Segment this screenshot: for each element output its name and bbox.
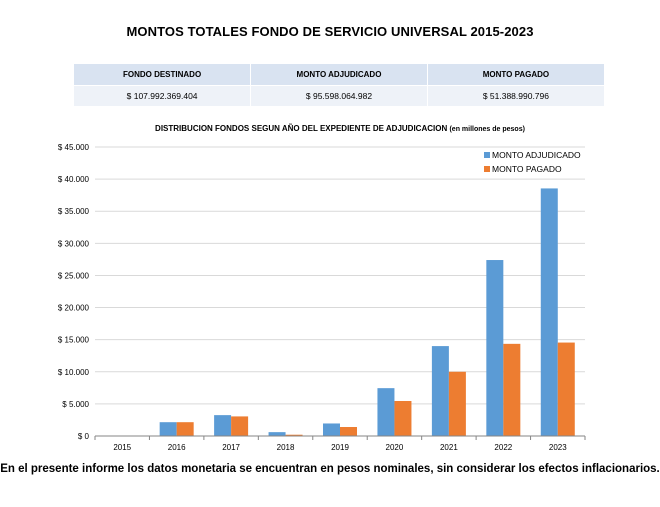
- y-tick-label: $ 35.000: [57, 207, 89, 217]
- x-tick-label: 2016: [167, 443, 186, 452]
- bar-monto-adjudicado: [541, 188, 558, 436]
- y-tick-label: $ 0: [77, 432, 89, 441]
- bar-monto-pagado: [394, 401, 411, 436]
- value-monto-pagado: $ 51.388.990.796: [427, 86, 604, 107]
- y-axis-ticks: [58, 143, 90, 441]
- y-tick-label: $ 20.000: [57, 303, 89, 313]
- x-tick-label: 2017: [222, 443, 241, 452]
- bar-monto-adjudicado: [377, 388, 394, 436]
- y-tick-label: $ 15.000: [57, 335, 89, 345]
- value-fondo-destinado: $ 107.992.369.404: [74, 86, 251, 107]
- bar-monto-pagado: [558, 343, 575, 436]
- bar-monto-pagado: [231, 416, 248, 436]
- legend-label: MONTO PAGADO: [492, 164, 562, 174]
- bar-monto-adjudicado: [323, 423, 340, 436]
- bar-monto-adjudicado: [486, 260, 503, 436]
- bar-monto-pagado: [340, 427, 357, 436]
- header-monto-pagado: MONTO PAGADO: [427, 64, 604, 86]
- x-tick-label: 2021: [439, 443, 458, 452]
- y-tick-label: $ 25.000: [57, 271, 89, 281]
- bar-monto-pagado: [503, 344, 520, 436]
- x-tick-label: 2020: [385, 443, 404, 452]
- bar-monto-adjudicado: [160, 422, 177, 436]
- bar-monto-adjudicado: [269, 432, 286, 436]
- chart-title-text: DISTRIBUCION FONDOS SEGUN AÑO DEL EXPEDIENTE DE ADJUDICACION: [155, 124, 448, 133]
- bars: [160, 188, 575, 436]
- value-monto-adjudicado: $ 95.598.064.982: [251, 86, 428, 107]
- y-tick-label: $ 5.000: [62, 399, 89, 409]
- legend-swatch: [484, 152, 490, 158]
- y-tick-label: $ 40.000: [57, 175, 89, 185]
- x-tick-label: 2018: [276, 443, 295, 452]
- bar-monto-pagado: [449, 372, 466, 436]
- chart-title-note: (en millones de pesos): [449, 126, 525, 133]
- legend-swatch: [484, 166, 490, 172]
- y-tick-label: $ 30.000: [57, 239, 89, 249]
- header-monto-adjudicado: MONTO ADJUDICADO: [251, 64, 428, 86]
- x-tick-label: 2015: [113, 443, 132, 452]
- x-tick-label: 2022: [494, 443, 513, 452]
- legend-label: MONTO ADJUDICADO: [492, 150, 581, 160]
- bar-monto-adjudicado: [432, 346, 449, 436]
- footnote: En el presente informe los datos monetaria se encuentran en pesos nominales, sin considerar los efectos inflacionarios.: [0, 463, 660, 475]
- x-tick-label: 2019: [331, 443, 349, 452]
- x-axis-ticks: [95, 436, 585, 452]
- header-fondo-destinado: FONDO DESTINADO: [74, 64, 251, 86]
- page-title: MONTOS TOTALES FONDO DE SERVICIO UNIVERSAL 2015-2023: [126, 24, 534, 39]
- bar-monto-pagado: [177, 422, 194, 436]
- y-tick-label: $ 45.000: [57, 143, 89, 152]
- legend: [484, 150, 581, 174]
- bar-monto-adjudicado: [214, 415, 231, 436]
- x-tick-label: 2023: [548, 443, 567, 452]
- y-tick-label: $ 10.000: [57, 367, 89, 377]
